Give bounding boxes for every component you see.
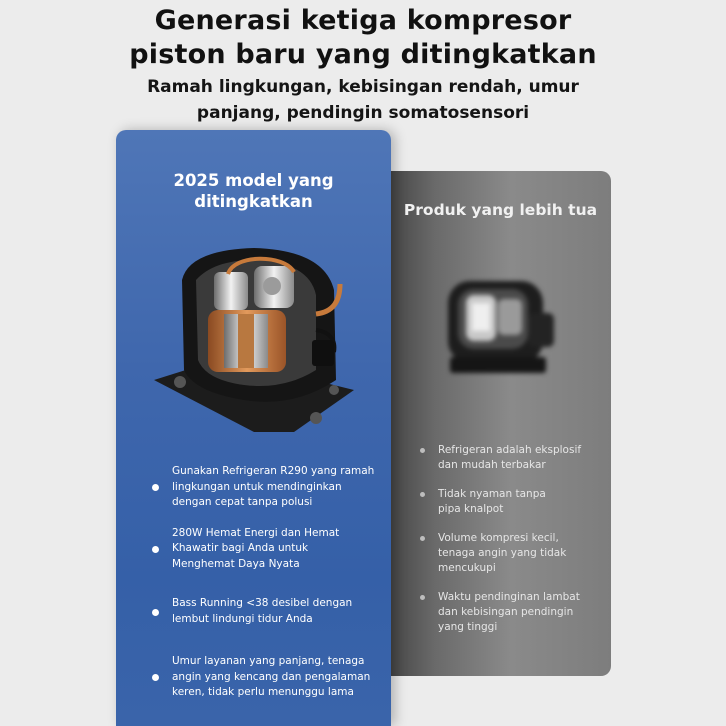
- title-line-1: Generasi ketiga kompresor: [154, 5, 572, 36]
- bullet-icon: [152, 609, 159, 616]
- bullet-icon: [420, 492, 425, 497]
- list-item: Bass Running <38 desibel dengan lembut lindungi tidur Anda: [152, 596, 384, 627]
- page-title: [0, 4, 726, 72]
- bullet-icon: [420, 595, 425, 600]
- subtitle-line-1: Ramah lingkungan, kebisingan rendah, umur: [147, 77, 579, 97]
- page-subtitle: [0, 74, 726, 126]
- list-item: Umur layanan yang panjang, tenaga angin yang kencang dan pengalaman keren, tidak perlu menunggu lama: [152, 654, 384, 701]
- list-item: Waktu pendinginan lambat dan kebisingan pendingin yang tinggi: [420, 590, 605, 635]
- list-item: Tidak nyaman tanpa pipa knalpot: [420, 487, 605, 517]
- list-item: Gunakan Refrigeran R290 yang ramah lingkungan untuk mendinginkan dengan cepat tanpa polusi: [152, 464, 384, 511]
- bullet-icon: [420, 448, 425, 453]
- subtitle-line-2: panjang, pendingin somatosensori: [196, 103, 530, 123]
- new-model-panel: [116, 130, 391, 726]
- blurred-old-compressor-image: [428, 273, 563, 383]
- list-item: Refrigeran adalah eksplosif dan mudah terbakar: [420, 443, 605, 473]
- old-product-title: Produk yang lebih tua: [403, 201, 598, 219]
- list-item: 280W Hemat Energi dan Hemat Khawatir bagi Anda untuk Menghemat Daya Nyata: [152, 526, 384, 573]
- bullet-icon: [152, 484, 159, 491]
- bullet-icon: [152, 674, 159, 681]
- list-item: Volume kompresi kecil, tenaga angin yang tidak mencukupi: [420, 531, 605, 576]
- old-feature-list: [420, 443, 605, 649]
- compressor-cutaway-image: [144, 240, 369, 440]
- bullet-icon: [420, 536, 425, 541]
- bullet-icon: [152, 546, 159, 553]
- title-line-2: piston baru yang ditingkatkan: [129, 39, 597, 70]
- headline: [0, 0, 726, 126]
- new-model-title: 2025 model yang ditingkatkan: [173, 171, 334, 211]
- new-feature-list: [152, 464, 384, 714]
- old-product-panel: [360, 171, 611, 676]
